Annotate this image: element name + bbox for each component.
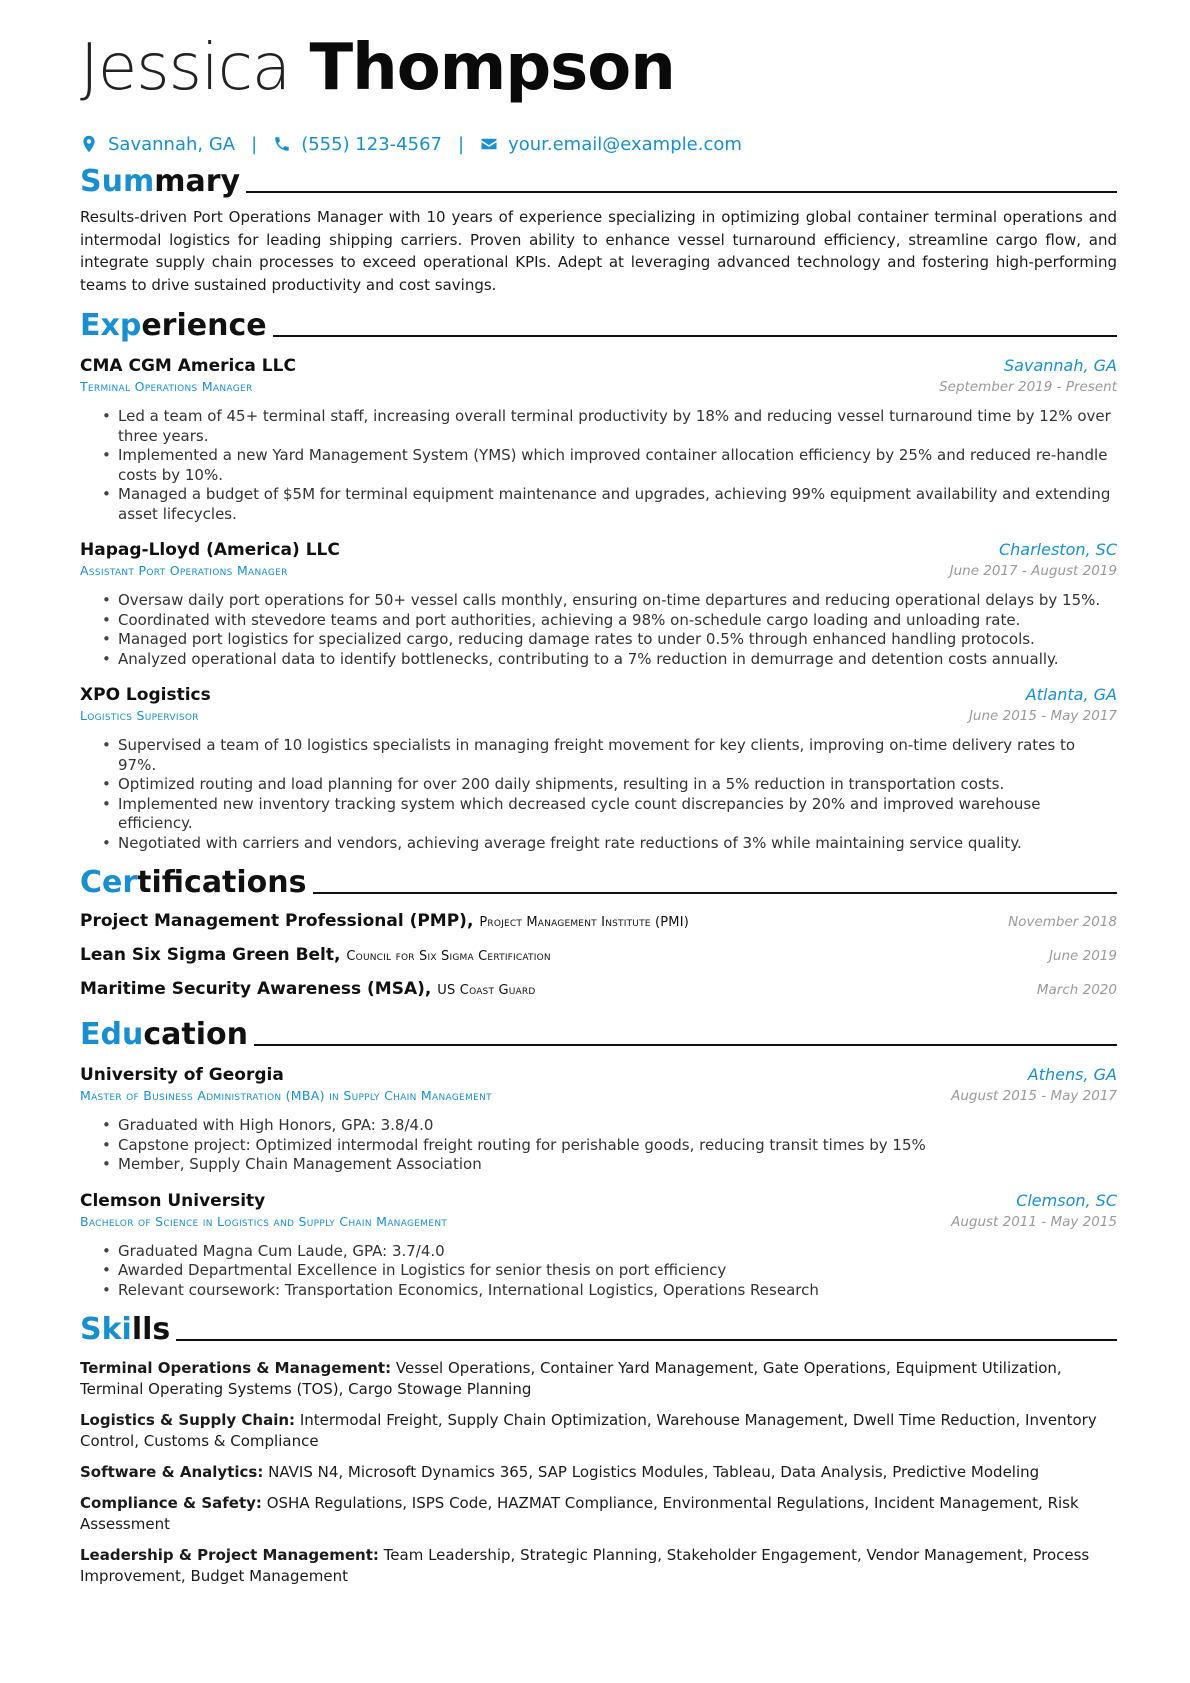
experience-heading-accent: Exp (80, 308, 142, 343)
skill-values: Team Leadership, Strategic Planning, Stakeholder Engagement, Vendor Management, Process Improvement, Budget Management (80, 1546, 1090, 1585)
education-bullets (80, 1116, 1117, 1175)
bullet-item: • Managed a budget of $5M for terminal equipment maintenance and upgrades, achieving 99% equipment availability and extending asset lifecycles. (102, 485, 1117, 524)
summary-paragraph: Results-driven Port Operations Manager with 10 years of experience specializing in optimizing global container terminal operations and intermodal logistics for leading shipping carriers. Proven ability to enhance vessel turnaround efficiency, streamline cargo flow, and integrate supply chain processes to exceed operational KPIs. Adept at leveraging advanced technology and fostering high-performing teams to drive sustained productivity and cost savings. (80, 208, 1117, 294)
location-text: Savannah, GA (108, 133, 236, 155)
bullet-item: • Awarded Departmental Excellence in Logistics for senior thesis on port efficiency (102, 1261, 1117, 1281)
bullet-item: • Graduated with High Honors, GPA: 3.8/4.0 (102, 1116, 1117, 1136)
job-dates: September 2019 - Present (939, 379, 1117, 395)
education-heading (80, 1015, 1117, 1053)
skill-row (80, 1410, 1117, 1452)
certification-row: Lean Six Sigma Green Belt, Council for Six Sigma Certification June 2019 (80, 945, 1117, 965)
summary-heading-accent: Sum (80, 164, 155, 199)
certification-issuer: Project Management Institute (PMI) (479, 915, 690, 930)
skill-row (80, 1545, 1117, 1587)
education-dates: August 2015 - May 2017 (951, 1088, 1117, 1104)
summary-heading (80, 162, 1117, 200)
skills-heading-accent: Ski (80, 1312, 132, 1347)
contact-separator: | (457, 133, 465, 155)
certification-name: Project Management Professional (PMP) (80, 911, 467, 931)
job-title: Terminal Operations Manager (80, 379, 253, 394)
summary-heading-rest: mary (154, 164, 241, 199)
skills-heading (80, 1310, 1117, 1348)
certification-name: Lean Six Sigma Green Belt (80, 945, 335, 965)
contact-bar (80, 130, 1117, 158)
skill-values: Vessel Operations, Container Yard Management, Gate Operations, Equipment Utilization, Terminal Operating Systems (TOS), Cargo Stowage Planning (80, 1359, 1062, 1398)
education-heading-rest: cation (143, 1017, 248, 1052)
job-entry (80, 685, 1117, 853)
education-dates: August 2011 - May 2015 (951, 1213, 1117, 1230)
degree-title: Master of Business Administration (MBA) in Supply Chain Management (80, 1088, 492, 1103)
certification-row: Maritime Security Awareness (MSA), US Coast Guard March 2020 (80, 979, 1117, 999)
degree-title: Bachelor of Science in Logistics and Supply Chain Management (80, 1213, 448, 1229)
school-location: Athens, GA (1027, 1065, 1117, 1084)
skills-list (80, 1358, 1117, 1587)
job-dates: June 2017 - August 2019 (949, 563, 1117, 579)
skills-heading-rest: lls (131, 1312, 171, 1347)
bullet-item: • Capstone project: Optimized intermodal freight routing for perishable goods, reducing transit times by 15% (102, 1136, 1117, 1156)
job-entry (80, 540, 1117, 669)
first-name: Jessica (80, 31, 291, 105)
school-location: Clemson, SC (1016, 1190, 1117, 1210)
certifications-heading-accent: Cer (80, 865, 138, 900)
certification-date: June 2019 (1048, 948, 1117, 964)
experience-heading (80, 306, 1117, 344)
contact-email[interactable] (480, 134, 742, 155)
skill-category: Leadership & Project Management: (80, 1546, 379, 1564)
heading-rule (313, 892, 1117, 894)
bullet-item: • Negotiated with carriers and vendors, achieving average freight rate reductions of 3% while maintaining service quality. (102, 834, 1117, 854)
certification-date: March 2020 (1036, 982, 1117, 998)
skill-category: Terminal Operations & Management: (80, 1359, 392, 1377)
heading-rule (254, 1044, 1117, 1046)
job-location: Charleston, SC (998, 540, 1117, 559)
skill-values: NAVIS N4, Microsoft Dynamics 365, SAP Logistics Modules, Tableau, Data Analysis, Predictive Modeling (268, 1463, 1040, 1481)
school-name: Clemson University (80, 1190, 266, 1211)
school-name: University of Georgia (80, 1065, 284, 1085)
skill-values: OSHA Regulations, ISPS Code, HAZMAT Compliance, Environmental Regulations, Incident Management, Risk Assessment (80, 1494, 1079, 1533)
envelope-icon (480, 135, 498, 153)
bullet-item: • Analyzed operational data to identify bottlenecks, contributing to a 7% reduction in demurrage and detention costs annually. (102, 650, 1117, 670)
certification-date: November 2018 (1008, 914, 1117, 930)
heading-rule (246, 191, 1117, 193)
company-name: CMA CGM America LLC (80, 356, 296, 376)
job-bullets (80, 591, 1117, 669)
skill-row (80, 1493, 1117, 1535)
company-name: Hapag-Lloyd (America) LLC (80, 540, 340, 560)
contact-phone (273, 134, 442, 155)
certification-issuer: US Coast Guard (437, 983, 536, 998)
education-heading-accent: Edu (80, 1017, 144, 1052)
email-link[interactable]: your.email@example.com (508, 133, 742, 155)
bullet-item: • Managed port logistics for specialized cargo, reducing damage rates to under 0.5% through enhanced handling protocols. (102, 630, 1117, 650)
job-bullets (80, 736, 1117, 853)
skill-row (80, 1358, 1117, 1400)
certifications-heading-rest: tifications (137, 865, 307, 900)
bullet-item: • Supervised a team of 10 logistics specialists in managing freight movement for key clients, improving on-time delivery rates to 97%. (102, 736, 1117, 775)
bullet-item: • Member, Supply Chain Management Association (102, 1155, 1117, 1175)
skill-category: Software & Analytics: (80, 1463, 264, 1481)
job-title: Logistics Supervisor (80, 708, 199, 723)
candidate-name (80, 28, 1117, 108)
certifications-heading (80, 863, 1117, 901)
education-entry (80, 1065, 1117, 1175)
map-pin-icon (80, 135, 98, 153)
skill-category: Compliance & Safety: (80, 1494, 262, 1512)
company-name: XPO Logistics (80, 685, 211, 705)
skill-row (80, 1462, 1117, 1483)
job-location: Atlanta, GA (1025, 685, 1117, 704)
job-bullets (80, 407, 1117, 524)
heading-rule (176, 1339, 1117, 1341)
bullet-item: • Implemented new inventory tracking system which decreased cycle count discrepancies by 20% and improved warehouse efficiency. (102, 795, 1117, 834)
bullet-item: • Implemented a new Yard Management System (YMS) which improved container allocation efficiency by 25% and reduced re-handle costs by 10%. (102, 446, 1117, 485)
skill-category: Logistics & Supply Chain: (80, 1411, 296, 1429)
bullet-item: • Oversaw daily port operations for 50+ vessel calls monthly, ensuring on-time departures and reducing operational delays by 15%. (102, 591, 1117, 611)
certification-row: Project Management Professional (PMP), Project Management Institute (PMI) November 2018 (80, 911, 1117, 931)
job-location: Savannah, GA (1004, 356, 1117, 375)
bullet-item: • Relevant coursework: Transportation Economics, International Logistics, Operations Research (102, 1281, 1117, 1301)
phone-icon (273, 135, 291, 153)
heading-rule (273, 335, 1117, 337)
bullet-item: • Graduated Magna Cum Laude, GPA: 3.7/4.0 (102, 1242, 1117, 1262)
phone-text: (555) 123-4567 (301, 133, 442, 155)
job-title: Assistant Port Operations Manager (80, 563, 288, 578)
job-entry (80, 356, 1117, 524)
experience-heading-rest: erience (141, 308, 267, 343)
contact-separator: | (251, 133, 258, 155)
job-dates: June 2015 - May 2017 (968, 708, 1117, 724)
certification-list (80, 911, 1117, 1013)
education-entry (80, 1191, 1117, 1301)
bullet-item: • Optimized routing and load planning for over 200 daily shipments, resulting in a 5% reduction in transportation costs. (102, 775, 1117, 795)
education-bullets (80, 1242, 1117, 1301)
bullet-item: • Coordinated with stevedore teams and port authorities, achieving a 98% on-schedule cargo loading and unloading rate. (102, 611, 1117, 631)
certification-name: Maritime Security Awareness (MSA) (80, 979, 425, 999)
skill-values: Intermodal Freight, Supply Chain Optimization, Warehouse Management, Dwell Time Reduction, Inventory Control, Customs & Compliance (80, 1411, 1097, 1450)
contact-location (80, 134, 235, 155)
certification-issuer: Council for Six Sigma Certification (346, 949, 551, 964)
last-name: Thompson (309, 31, 675, 105)
bullet-item: • Led a team of 45+ terminal staff, increasing overall terminal productivity by 18% and reducing vessel turnaround time by 12% over three years. (102, 407, 1117, 446)
